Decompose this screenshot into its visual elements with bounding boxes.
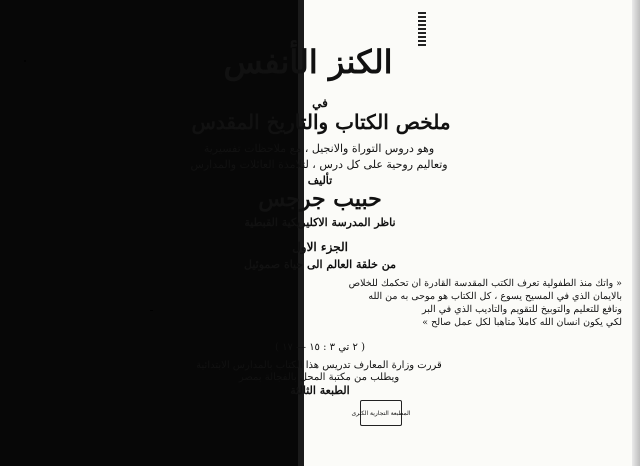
title-connector: في [312, 96, 328, 110]
book-subtitle: ملخص الكتاب والتاريخ المقدس [191, 110, 451, 134]
edition-label: الطبعة الثالثة [290, 384, 350, 397]
quote-line: « واتك منذ الطفولية تعرف الكتب المقدسة القادرة أن تحكمك للخلاص [348, 278, 622, 289]
description-line-2: وتعاليم روحية على كل درس ، لتلامذة العائلات والمدارس [190, 158, 448, 171]
authorship-label: تأليف [307, 174, 333, 187]
library-stamp [418, 12, 426, 46]
availability-note: ويطلب من مكتبة المحل بالفجالة بمصر [238, 372, 400, 383]
author-name: حبيب جرجس [258, 186, 382, 212]
quote-line: بالايمان الذي في المسيح يسوع ، كل الكتاب هو موحى به من الله [368, 291, 622, 302]
ministry-note: قررت وزارة المعارف تدريس هذا الكتاب بالمدارس الابتدائية [196, 360, 442, 371]
book-title: الكنز الأنفس [223, 43, 393, 81]
part-range: من خلقة العالم الى حياة صموئيل [244, 258, 396, 271]
scan-speck [24, 60, 26, 62]
description-line-1: وهو دروس التوراة والانجيل ، مع ملاحظات تفسيرية [203, 142, 435, 155]
quote-line: ونافع للتعليم والتوبيخ للتقويم والتأديب الذي في البر [422, 304, 622, 315]
quote-reference: ( ٢ تي ٣ : ١٥ — ١٧ ) [274, 342, 365, 353]
part-label: الجزء الاول [292, 240, 348, 254]
author-position: ناظر المدرسة الاكليريكية القبطية [244, 216, 396, 229]
publisher-logo-text: المطبعة التجارية الكبرى [351, 409, 411, 417]
quote-line: لكي يكون انسان الله كاملاً متأهباً لكل عمل صالح » [422, 317, 622, 328]
publisher-logo [351, 400, 411, 426]
